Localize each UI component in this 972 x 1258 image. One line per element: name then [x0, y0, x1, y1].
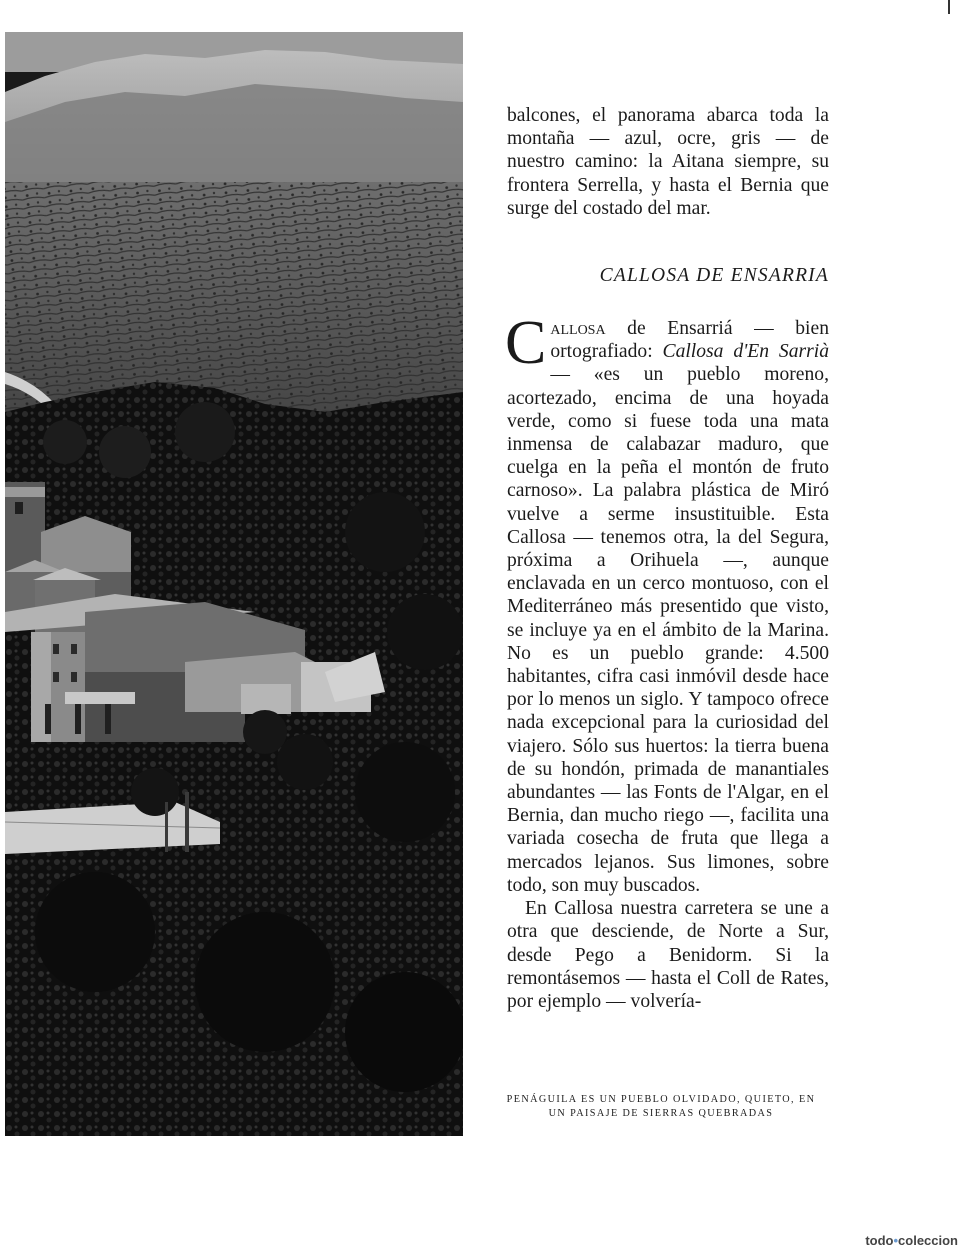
watermark-dot: •: [893, 1233, 899, 1248]
landscape-photo: [5, 32, 463, 1136]
article-column: [507, 104, 829, 1013]
p1-text-b: — «es un pueblo moreno, acortezado, encima de una hoyada verde, como si fuese toda una mata inmensa de calabazar maduro, que cuelga en la peña el montón de fruto carnoso». La palabra plástica de Miró vuelve a serme insustituible. Esta Callosa — tenemos otra, la del Segura, próxima a Orihuela —, aunque enclavada en un cerco montuoso, con el Mediterráneo más presentido que visto, se incluye ya en el ámbito de la Marina. No es un pueblo grande: 4.500 habitantes, cifra casi inmóvil desde hace por lo menos un siglo. Y tampoco ofrece nada excepcional para la curiosidad del viajero. Sólo sus huertos: la tierra buena de su hondón, primada de manantiales abundantes — las Fonts de l'Algar, en el Bernia, dan mucho riego —, facilita una variada cosecha de fruta que llega a mercados lejanos. Sus limones, sobre todo, son muy buscados.: [507, 364, 829, 896]
watermark-suffix: coleccion: [898, 1233, 958, 1248]
p1-text-a: de Ensarriá — bien ortografiado:: [550, 318, 829, 363]
body-paragraph-2: En Callosa nuestra carretera se une a otra que desciende, de Norte a Sur, desde Pego a Benidorm. Si la remontásemos — hasta el Coll de Rates, por ejemplo — volvería-: [507, 898, 829, 1012]
lead-smallcaps: allosa: [550, 318, 606, 340]
section-heading: CALLOSA DE ENSARRIA: [599, 265, 829, 287]
p1-italic: Callosa d'En Sarrià: [662, 341, 830, 363]
body-paragraph-1: [505, 309, 830, 897]
intro-paragraph: balcones, el panorama abarca toda la montaña — azul, ocre, gris — de nuestro camino: la Aitana siempre, su frontera Serrella, y hasta el Bernia que surge del costado del mar.: [507, 105, 829, 219]
photo-caption: PENÁGUILA ES UN PUEBLO OLVIDADO, QUIETO, EN UN PAISAJE DE SIERRAS QUEBRADAS: [506, 1094, 816, 1119]
drop-cap: C: [505, 309, 547, 378]
watermark-prefix: todo: [865, 1233, 894, 1248]
watermark: [865, 1233, 958, 1248]
page-edge-mark: [948, 0, 950, 14]
